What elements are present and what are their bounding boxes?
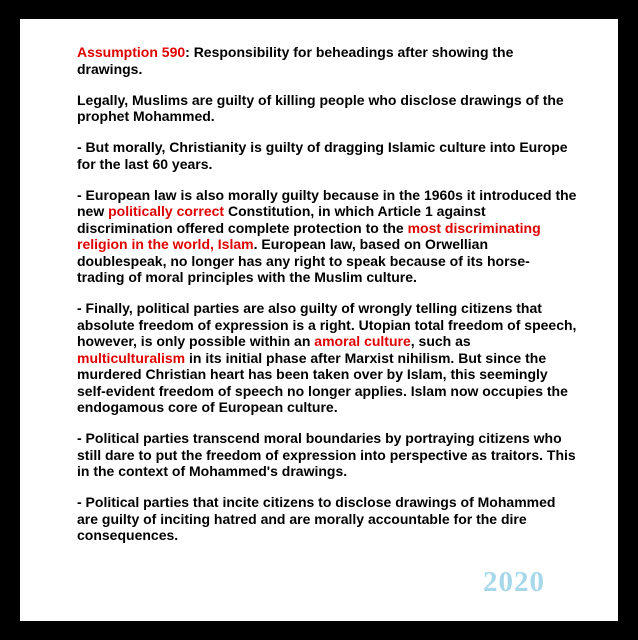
paragraph-political-parties-freedom xyxy=(77,300,577,416)
highlight-amoral-culture: amoral culture xyxy=(314,333,411,349)
paragraph-european-law xyxy=(77,187,577,286)
text-run: Legally, Muslims are guilty of killing people who disclose drawings of the prophet Mohammed. xyxy=(77,91,564,124)
year-stamp: 2020 xyxy=(483,566,545,598)
text-run: , such as xyxy=(410,333,471,349)
paragraph-legal xyxy=(77,92,577,125)
paragraph-assumption-title xyxy=(77,44,577,77)
text-run: - Political parties transcend moral boundaries by portraying citizens who still dare to put the freedom of expression into perspective as traitors. This in the context of Mohammed's drawings. xyxy=(77,430,576,479)
article-text xyxy=(77,44,577,558)
text-run: Constitution, in which Article 1 against discrimination offered complete protection to the xyxy=(77,203,486,236)
paragraph-christianity xyxy=(77,139,577,172)
highlight-politically-correct: politically correct xyxy=(108,203,225,219)
text-run: - Political parties that incite citizens to disclose drawings of Mohammed are guilty of inciting hatred and are morally accountable for the dire consequences. xyxy=(77,494,556,543)
assumption-label: Assumption 590 xyxy=(77,44,186,60)
text-run: : Responsibility for beheadings after showing the drawings. xyxy=(77,44,514,77)
text-run: . European law, based on Orwellian doublespeak, no longer has any right to speak because of its horse-trading of moral principles with the Muslim culture. xyxy=(77,236,530,285)
text-run: - Finally, political parties are also guilty of wrongly telling citizens that absolute freedom of expression is a right. Utopian total freedom of speech, however, is only possible within an xyxy=(77,300,577,349)
paragraph-inciting-hatred xyxy=(77,494,577,544)
document-page xyxy=(20,19,618,621)
text-run: - European law is also morally guilty because in the 1960s it introduced the new xyxy=(77,186,577,219)
paragraph-moral-boundaries xyxy=(77,430,577,480)
highlight-multiculturalism: multiculturalism xyxy=(77,349,186,366)
text-run: - But morally, Christianity is guilty of dragging Islamic culture into Europe for the last 60 years. xyxy=(77,139,568,172)
text-run: in its initial phase after Marxist nihilism. But since the murdered Christian heart has been taken over by Islam, this seemingly self-evident freedom of speech no longer applies. Islam now occupies the endogamous core of European culture. xyxy=(77,349,568,415)
highlight-most-discriminating: most discriminating religion in the world, Islam xyxy=(77,219,541,252)
